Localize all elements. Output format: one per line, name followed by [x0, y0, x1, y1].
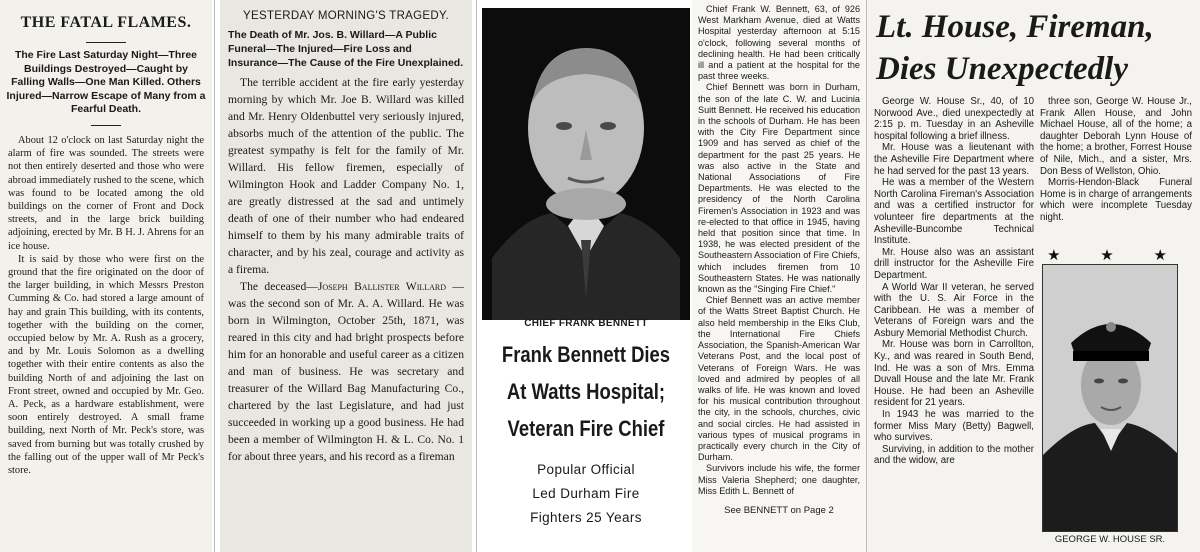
- divider: [86, 42, 126, 43]
- article-column-left: [874, 96, 1034, 467]
- subheadline-line: Popular Official: [537, 462, 635, 477]
- subheadline-line: Led Durham Fire: [532, 486, 640, 501]
- headline-line: Dies Unexpectedly: [876, 51, 1128, 87]
- paragraph: Survivors include his wife, the former Miss Valeria Shepherd; one daughter, Miss Edith L. Bennett of: [698, 463, 860, 496]
- paragraph: Mr. House also was an assistant drill instructor for the Asheville Fire Department.: [874, 246, 1034, 281]
- paragraph: The terrible accident at the fire early yesterday morning by which Mr. Joe B. Willard was killed and Mr. Henry Oldenbuttel very seriously injured, absorbs much of the attention of the public. The greatest sympathy is felt for the family of Mr. Willard. His fellow firemen, especially of Wilmington Hook and Ladder Company No. 1, are greatly distressed at the sad and untimely death of one of their number who had endeared himself to them by his many admirable traits of character, and by his zeal, courage and activity as a firema.: [228, 76, 464, 276]
- article-body: [220, 74, 472, 465]
- headline: YESTERDAY MORNING'S TRAGEDY.: [243, 10, 449, 22]
- clipping-yesterday-tragedy: [220, 0, 472, 552]
- headline-line: Frank Bennett Dies: [501, 342, 671, 367]
- clipping-fatal-flames: [0, 0, 212, 552]
- headline-line: Veteran Fire Chief: [507, 416, 665, 441]
- paragraph: Mr. House was a lieutenant with the Asheville Fire Department where he had served for the past 13 years.: [874, 142, 1034, 177]
- headline-line: At Watts Hospital;: [506, 379, 666, 404]
- clipping-house-fireman: [868, 0, 1200, 552]
- paragraph: It is said by those who were first on the ground that the fire originated on the door of the larger building, in which Messrs Preston Cumming & Co. had stored a large amount of hay and grain This building, with its contents, together with the building on the corner, occupied below by Mr. A. Rush as a grocery, and by Mr. Louis Solomon as a dwelling together with their entire contents as also the building North of and adjoining the last on Front street, owned and occupied by Mr. Geo. A. Peck, as a hardware establishment, were soon entirely destroyed. A small frame building, next North of Mr. Peck's store, was saved from burning but was totally crushed by the falling out of the upper wall of Mr Peck's store.: [8, 253, 204, 477]
- subheadline: [480, 458, 692, 530]
- paragraph: About 12 o'clock on last Saturday night the alarm of fire was sounded. The streets were not then entirely deserted and those who were abroad immediately rushed to the scene, which was found to be located among the old buildings on the corner of Front and Dock streets, and in the large brick building adjoining, erected by Mr. B H. J. Ahrens for an ice house.: [8, 134, 204, 252]
- divider: [91, 125, 121, 126]
- article-body: [0, 134, 212, 477]
- paragraph: In 1943 he was married to the former Miss Mary (Betty) Bagwell, who survives.: [874, 409, 1034, 444]
- article-column-right: [1040, 96, 1192, 224]
- text-run: —was the second son of Mr. A. A. Willard. He was born in Wilmington, October 25th, 1871, was reared in this city and had bright prospects before him for an honorable and useful career as a citizen and man of business. He was secretary and treasurer of the Willard Bag Manufacturing Co., chartered by the last Legislature, and had just succeeded in working up a good business. He had been a member of Wilmington H. & L. Co. No. 1 for about three years, and his record as a fireman: [228, 280, 465, 463]
- paragraph: George W. House Sr., 40, of 10 Norwood Ave., died unexpectedly at 2:15 p. m. Tuesday in an Asheville hospital following a brief illness.: [874, 96, 1034, 142]
- photo-caption: GEORGE W. HOUSE SR.: [1054, 534, 1166, 545]
- headline: THE FATAL FLAMES.: [20, 14, 192, 31]
- star-divider: ★ ★ ★: [1047, 248, 1185, 264]
- paragraph: Surviving, in addition to the mother and the widow, are: [874, 443, 1034, 467]
- article-body: [692, 0, 868, 516]
- portrait-photo: [1042, 264, 1178, 532]
- clipping-frank-bennett: [480, 0, 692, 552]
- headline-line: Lt. House, Fireman,: [876, 9, 1154, 45]
- deceased-name: Joseph Ballister Willard: [317, 280, 447, 293]
- paragraph: [228, 278, 464, 465]
- portrait-photo: [482, 8, 690, 320]
- paragraph: He was a member of the Western North Carolina Fireman's Association and was a certified instructor for volunteer fire departments at the Asheville-Buncombe Technical Institute.: [874, 177, 1034, 247]
- subheadline-line: Fighters 25 Years: [530, 510, 642, 525]
- paragraph: A World War II veteran, he served with the U. S. Air Force in the Caribbean. He was a member of Veterans of Foreign wars and the Asbury Memorial Methodist Church.: [874, 281, 1034, 339]
- subheadline: The Death of Mr. Jos. B. Willard—A Public Funeral—The Injured—Fire Loss and Insurance—The Cause of the Fire Unexplained.: [228, 29, 464, 69]
- paragraph: Morris-Hendon-Black Funeral Home is in charge of arrangements which were incomplete Tuesday night.: [1040, 177, 1192, 223]
- column-divider: [866, 0, 867, 552]
- paragraph: three son, George W. House Jr., Frank Allen House, and John Michael House, all of the home; a daughter Deborah Lynn House of the home; a brother, Forrest House of Nile, Mich., and a sister, Mrs. Don Bess of Wellston, Ohio.: [1040, 96, 1192, 177]
- portrait-image: [482, 8, 690, 320]
- headline: [868, 0, 1200, 94]
- headline: [499, 336, 673, 447]
- photo-caption: CHIEF FRANK BENNETT: [524, 318, 648, 329]
- paragraph: Mr. House was born in Carrollton, Ky., and was reared in South Bend, Ind. He was a son of Mrs. Emma Duvall House and the late Mr. Frank House. He had been an Asheville resident for 21 years.: [874, 339, 1034, 409]
- paragraph: Chief Bennett was born in Durham, the son of the late C. W. and Lucinia Suitt Bennett. He received his education in the schools of Durham. He has been with the City Fire Department since 1909 and has served as chief of the department for the past 25 years. He was also active in the State and National Associations of Fire Departments. He was elected to the presidency of the North Carolina Firemen's Association in 1923 and was re-elected to that office in 1945, having held that position since that time. In 1938, he was elected president of the Southeastern Association of Fire Chiefs, which includes firemen from 10 Southeastern States. He was nationally known as the "Singing Fire Chief.": [698, 82, 860, 295]
- portrait-image: [1043, 265, 1178, 532]
- column-divider: [214, 0, 215, 552]
- paragraph: Chief Bennett was an active member of the Watts Street Baptist Church. He also held membership in the Elks Club, the International Fire Chiefs Association, the Spanish-American War Veterans Post, and the local post of Veterans of Foreign Wars. He was loved and admired by peoples of all walks of life. He was known and loved for his musical contribution throughout the city, in the schools, churches, civic and social circles. He had assisted in various types of musical programs in practically every church in the City of Durham.: [698, 295, 860, 463]
- column-divider: [476, 0, 477, 552]
- paragraph: Chief Frank W. Bennett, 63, of 926 West Markham Avenue, died at Watts Hospital yesterday afternoon at 5:15 o'clock, following several months of declining health. He had been critically ill and a patient at the hospital for the past three weeks.: [698, 4, 860, 82]
- text-run: The deceased—: [240, 280, 318, 293]
- clipping-bennett-obituary: [692, 0, 868, 552]
- subheadline: The Fire Last Saturday Night—Three Buildings Destroyed—Caught by Falling Walls—One Man Killed. Others Injured—Narrow Escape of Many from a Fearful Death.: [6, 49, 206, 116]
- continuation-note: See BENNETT on Page 2: [724, 504, 834, 516]
